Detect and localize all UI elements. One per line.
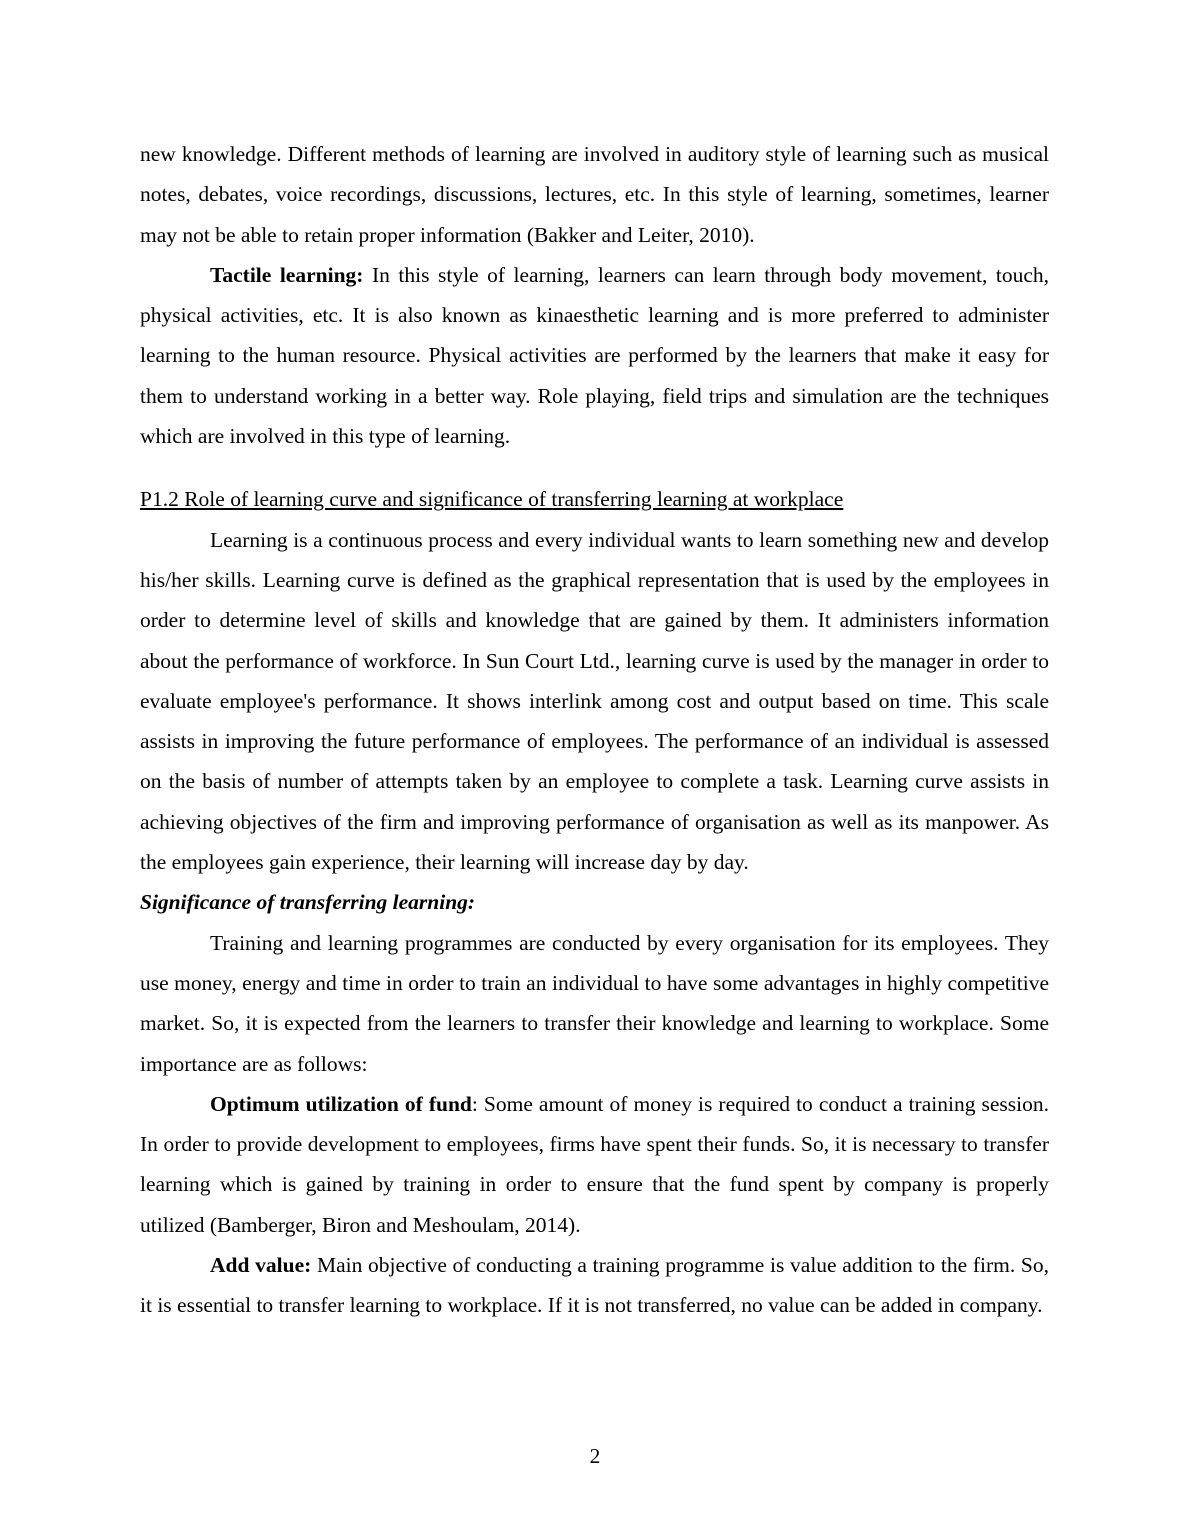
- document-page: [140, 134, 1049, 1326]
- term-optimum-utilization: Optimum utilization of fund: [210, 1091, 472, 1116]
- subheading-significance: Significance of transferring learning:: [140, 890, 476, 915]
- page-number: 2: [589, 1444, 601, 1468]
- paragraph-optimum-utilization: [140, 1084, 1049, 1245]
- paragraph-tactile-learning: [140, 255, 1049, 456]
- term-tactile-learning: Tactile learning:: [210, 262, 364, 287]
- term-add-value: Add value:: [210, 1253, 312, 1278]
- paragraph-auditory-continued: new knowledge. Different methods of learning are involved in auditory style of learning such as musical notes, debates, voice recordings, discussions, lectures, etc. In this style of learning, sometimes, learner may not be able to retain proper information (Bakker and Leiter, 2010).: [140, 142, 1049, 247]
- text-optimum-utilization: : Some amount of money is required to conduct a training session. In order to provide development to employees, firms have spent their funds. So, it is necessary to transfer learning which is gained by training in order to ensure that the fund spent by company is properly utilized (Bamberger, Biron and Meshoulam, 2014).: [140, 1091, 1049, 1237]
- paragraph-training-programmes: Training and learning programmes are conducted by every organisation for its employees. They use money, energy and time in order to train an individual to have some advantages in highly competitive market. So, it is expected from the learners to transfer their knowledge and learning to workplace. Some importance are as follows:: [140, 930, 1049, 1076]
- paragraph-learning-curve: Learning is a continuous process and every individual wants to learn something new and develop his/her skills. Learning curve is defined as the graphical representation that is used by the employees in order to determine level of skills and knowledge that are gained by them. It administers information about the performance of workforce. In Sun Court Ltd., learning curve is used by the manager in order to evaluate employee's performance. It shows interlink among cost and output based on time. This scale assists in improving the future performance of employees. The performance of an individual is assessed on the basis of number of attempts taken by an employee to complete a task. Learning curve assists in achieving objectives of the firm and improving performance of organisation as well as its manpower. As the employees gain experience, their learning will increase day by day.: [140, 527, 1049, 875]
- section-heading-p1-2: P1.2 Role of learning curve and significance of transferring learning at workplace: [140, 487, 844, 512]
- text-add-value: Main objective of conducting a training programme is value addition to the firm. So, it is essential to transfer learning to workplace. If it is not transferred, no value can be added in company.: [140, 1253, 1050, 1318]
- paragraph-add-value: [140, 1245, 1049, 1326]
- text-tactile-learning: In this style of learning, learners can learn through body movement, touch, physical activities, etc. It is also known as kinaesthetic learning and is more preferred to administer learning to the human resource. Physical activities are performed by the learners that make it easy for them to understand working in a better way. Role playing, field trips and simulation are the techniques which are involved in this type of learning.: [140, 262, 1049, 449]
